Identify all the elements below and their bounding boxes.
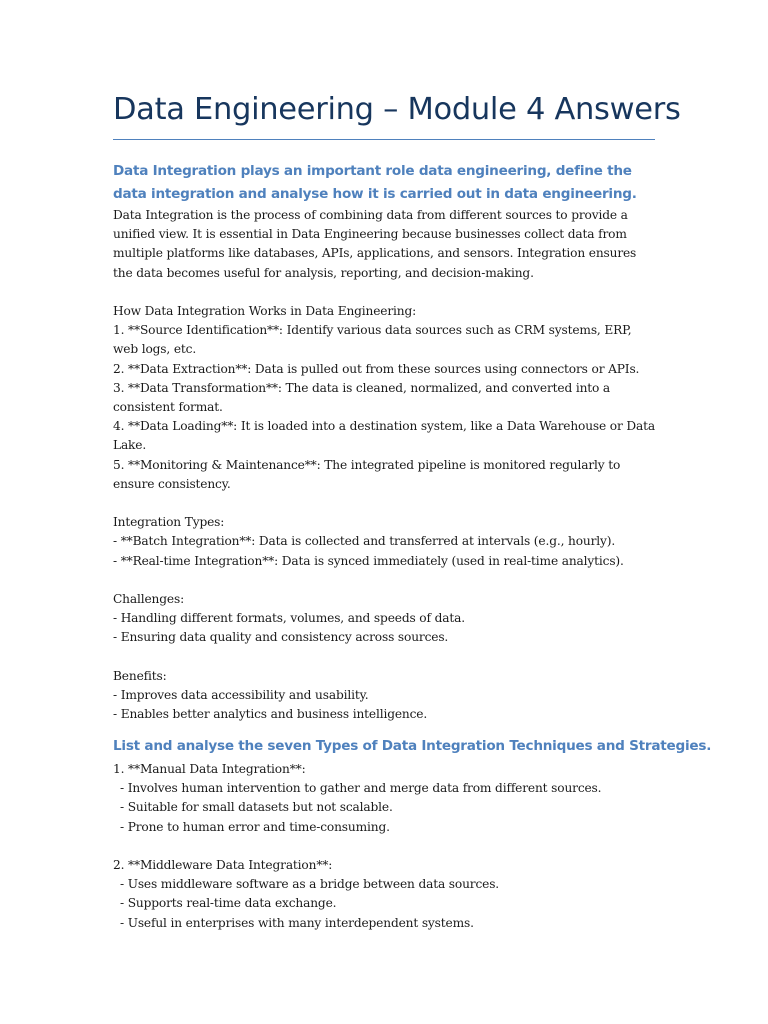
integration-types-title: Integration Types: — [113, 515, 225, 530]
technique-point: - Suitable for small datasets but not scalable. — [120, 800, 393, 815]
step-item: 4. **Data Loading**: It is loaded into a destination system, like a Data Warehouse or Data Lake. — [113, 419, 655, 453]
benefit-item: - Enables better analytics and business intelligence. — [113, 707, 428, 722]
step-item: 3. **Data Transformation**: The data is cleaned, normalized, and converted into a consistent format. — [113, 380, 611, 415]
challenges-title: Challenges: — [113, 592, 185, 607]
step-item: 1. **Source Identification**: Identify various data sources such as CRM systems, ERP, web logs, etc. — [113, 323, 632, 357]
benefits-title: Benefits: — [113, 668, 167, 683]
section-body-data-integration — [113, 206, 658, 724]
technique-point: - Useful in enterprises with many interdependent systems. — [120, 915, 474, 930]
technique-point: - Supports real-time data exchange. — [120, 896, 337, 911]
technique-point: - Prone to human error and time-consuming. — [120, 819, 390, 834]
step-item: 2. **Data Extraction**: Data is pulled out from these sources using connectors or APIs. — [113, 361, 640, 376]
technique-point: - Uses middleware software as a bridge between data sources. — [120, 877, 500, 892]
challenge-item: - Handling different formats, volumes, and speeds of data. — [113, 611, 465, 626]
type-item: - **Batch Integration**: Data is collected and transferred at intervals (e.g., hourly). — [113, 534, 616, 549]
intro-paragraph: Data Integration is the process of combining data from different sources to provide a unified view. It is essential in Data Engineering because businesses collect data from multiple platforms like databases, APIs, applications, and sensors. Integration ensures the data becomes useful for analysis, reporting, and decision-making. — [113, 208, 637, 280]
section-heading-integration-techniques: List and analyse the seven Types of Data Integration Techniques and Strategies. — [113, 738, 712, 754]
type-item: - **Real-time Integration**: Data is synced immediately (used in real-time analytics). — [113, 553, 624, 568]
challenge-item: - Ensuring data quality and consistency across sources. — [113, 630, 449, 645]
technique-title: 1. **Manual Data Integration**: — [113, 762, 306, 776]
benefit-item: - Improves data accessibility and usability. — [113, 688, 369, 703]
section-heading-data-integration: Data Integration plays an important role data engineering, define the data integration and analyse how it is carried out in data engineering. — [113, 163, 637, 202]
document-title: Data Engineering – Module 4 Answers — [113, 92, 681, 127]
step-item: 5. **Monitoring & Maintenance**: The integrated pipeline is monitored regularly to ensure consistency. — [113, 457, 621, 491]
technique-title: 2. **Middleware Data Integration**: — [113, 858, 333, 872]
technique-point: - Involves human intervention to gather and merge data from different sources. — [120, 781, 602, 796]
title-underline — [113, 139, 655, 140]
how-works-title: How Data Integration Works in Data Engineering: — [113, 304, 417, 318]
section-body-integration-techniques — [113, 760, 658, 933]
